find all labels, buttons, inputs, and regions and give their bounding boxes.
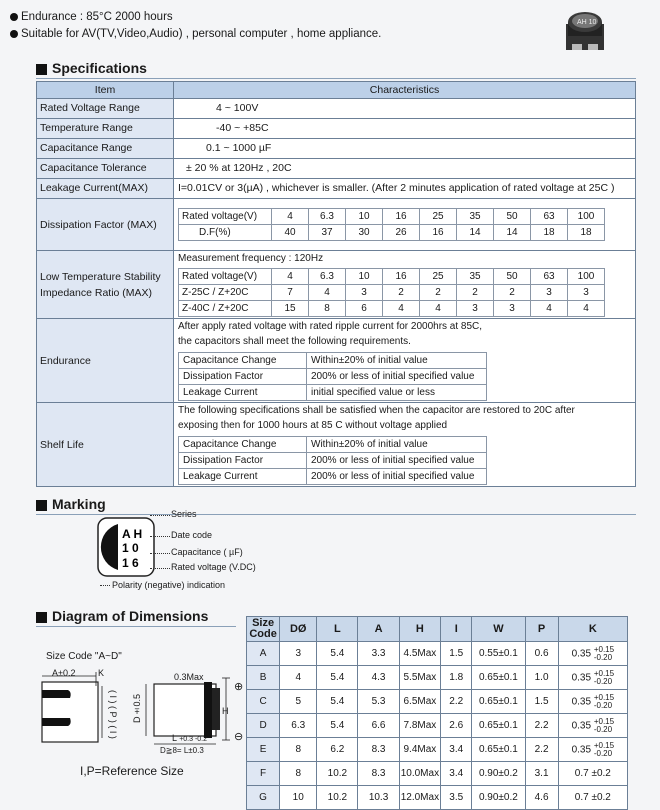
shelf-life-subtable: Capacitance Change Within±20% of initial value Dissipation Factor 200% or less of initial specified value Leakage Current 200% or less of initial specified value bbox=[178, 436, 487, 485]
item-endurance: Endurance bbox=[37, 319, 174, 403]
dissipation-df-row: D.F(%) 40 37 30 26 16 14 14 18 18 bbox=[179, 225, 605, 241]
k-dimension-label: K bbox=[98, 668, 105, 678]
dimensions-title: Diagram of Dimensions bbox=[36, 608, 208, 624]
table-row: E 8 6.2 8.3 9.4Max 3.4 0.65±0.1 2.2 0.35 +0.15 -0.20 bbox=[247, 738, 628, 762]
dimensions-header-row: Size Code DØ L A H I W P K bbox=[247, 617, 628, 642]
i-p-side-label: ( I ) ( P ) ( I ) bbox=[108, 690, 118, 739]
mark-voltage-text: 1 6 bbox=[122, 556, 139, 570]
item-low-temperature: Low Temperature Stability Impedance Ratio (MAX) bbox=[37, 251, 174, 319]
specifications-title: Specifications bbox=[36, 60, 147, 76]
max-dimension-label: 0.3Max bbox=[174, 672, 204, 682]
label-rated-voltage: Rated voltage (V.DC) bbox=[171, 562, 256, 572]
marking-capacitor-diagram bbox=[96, 516, 156, 580]
value-rated-voltage: 4 ~ 100V bbox=[174, 99, 636, 119]
specifications-table: Item Characteristics Rated Voltage Range 4 ~ 100V Temperature Range -40 ~ +85C Capacitance Range 0.1 ~ 1000 µF Capacitance Tolerance ± 20 % at 120Hz , 20C Leakage Current(MAX) I=0.01CV or 3(µA) , whichever is smaller. (After 2 minutes application of rated voltage at 25C ) Dissipation Factor (MAX) Rated voltage(V) 4 6.3 10 16 25 35 50 63 100 D.F(%) 40 37 30 26 16 14 14 18 18 Low Temperature Stability Impedance Ratio (MAX) Measurement frequency : 120Hz Rated voltage(V) 4 6.3 10 16 25 35 50 63 100 Z-25C / Z+20C 7 4 3 2 2 2 2 3 3 Z-40C / Z+20C 15 8 6 4 4 3 3 4 4 Endurance After apply rated voltage with rated ripple current for 2000hrs at 85C, the capacitors shall meet the following requirements. Capacitance Change Within±20% of initial value Dissipation Factor 200% or less of initial specified value Leakage Current initial specified value or less Shelf Life The following specifications shall be satisfied when the capacitor are restored to 20C after exposing then for 1000 hours at 85 C without voltage applied Capacitance Change Within±20% of initial value Dissipation Factor 200% or less of initial specified value Leakage Current 200% or less of initial specified value bbox=[36, 81, 636, 487]
endurance-subtable: Capacitance Change Within±20% of initial value Dissipation Factor 200% or less of initial specified value Leakage Current initial specified value or less bbox=[178, 352, 487, 401]
bullet-icon bbox=[10, 30, 18, 38]
item-capacitance-range: Capacitance Range bbox=[37, 139, 174, 159]
dimensions-table bbox=[246, 616, 628, 810]
label-date-code: Date code bbox=[171, 530, 213, 540]
bullet-endurance bbox=[10, 11, 173, 23]
dissipation-voltage-row: Rated voltage(V) 4 6.3 10 16 25 35 50 63 100 bbox=[179, 209, 605, 225]
table-row: B 4 5.4 4.3 5.5Max 1.8 0.65±0.1 1.0 0.35 +0.15 -0.20 bbox=[247, 666, 628, 690]
measurement-frequency: Measurement frequency : 120Hz bbox=[178, 252, 324, 264]
low-temp-subtable: Rated voltage(V) 4 6.3 10 16 25 35 50 63 100 Z-25C / Z+20C 7 4 3 2 2 2 2 3 3 Z-40C / Z+20C 15 8 6 4 4 3 3 4 4 bbox=[178, 268, 605, 317]
header-item: Item bbox=[37, 82, 174, 99]
bullet-suitable bbox=[10, 28, 381, 40]
leader-line bbox=[150, 536, 170, 537]
diameter-label: D±0.5 bbox=[132, 694, 142, 724]
table-row: A 3 5.4 3.3 4.5Max 1.5 0.55±0.1 0.6 0.35 +0.15 -0.20 bbox=[247, 642, 628, 666]
capacitor-product-image bbox=[562, 6, 608, 52]
bullet-icon bbox=[10, 13, 18, 21]
item-dissipation-factor: Dissipation Factor (MAX) bbox=[37, 199, 174, 251]
dissipation-subtable bbox=[178, 208, 605, 241]
label-polarity: Polarity (negative) indication bbox=[112, 580, 226, 590]
table-row: G 10 10.2 10.3 12.0Max 3.5 0.90±0.2 4.6 0.7 ±0.2 bbox=[247, 786, 628, 810]
section-divider bbox=[36, 626, 236, 627]
marking-title: Marking bbox=[36, 496, 106, 512]
bottom-view-drawing bbox=[34, 668, 138, 752]
item-rated-voltage: Rated Voltage Range bbox=[37, 99, 174, 119]
section-divider bbox=[36, 514, 636, 515]
value-leakage-current: I=0.01CV or 3(µA) , whichever is smaller. (After 2 minutes application of rated voltage at 25C ) bbox=[174, 179, 636, 199]
a-dimension-label: A±0.2 bbox=[52, 668, 76, 678]
mark-cap-text: 1 0 bbox=[122, 541, 139, 555]
value-capacitance-range: 0.1 ~ 1000 µF bbox=[174, 139, 636, 159]
l-dimension-label: L +0.3 -0.2 bbox=[172, 733, 208, 743]
leader-line bbox=[150, 568, 170, 569]
section-square-icon bbox=[36, 64, 47, 75]
value-capacitance-tolerance: ± 20 % at 120Hz , 20C bbox=[174, 159, 636, 179]
item-shelf-life: Shelf Life bbox=[37, 403, 174, 487]
bullet-text: Endurance : 85°C 2000 hours bbox=[21, 11, 173, 23]
plus-terminal-icon: ⊕ bbox=[234, 681, 244, 693]
section-square-icon bbox=[36, 500, 47, 511]
reference-size-note: I,P=Reference Size bbox=[80, 764, 184, 778]
label-series: Series bbox=[171, 509, 197, 519]
item-temperature-range: Temperature Range bbox=[37, 119, 174, 139]
cap-image-label: AH 10 bbox=[577, 19, 597, 26]
item-capacitance-tolerance: Capacitance Tolerance bbox=[37, 159, 174, 179]
section-square-icon bbox=[36, 612, 47, 623]
size-code-label: Size Code "A~D" bbox=[46, 651, 122, 662]
value-temperature-range: -40 ~ +85C bbox=[174, 119, 636, 139]
item-leakage-current: Leakage Current(MAX) bbox=[37, 179, 174, 199]
mark-series-text: A H bbox=[122, 527, 143, 541]
minus-terminal-icon: ⊖ bbox=[234, 731, 244, 743]
table-row: D 6.3 5.4 6.6 7.8Max 2.6 0.65±0.1 2.2 0.35 +0.15 -0.20 bbox=[247, 714, 628, 738]
leader-line bbox=[100, 585, 110, 586]
leader-line bbox=[150, 553, 170, 554]
bullet-text: Suitable for AV(TV,Video,Audio) , personal computer , home appliance. bbox=[21, 28, 382, 40]
label-capacitance: Capacitance ( µF) bbox=[171, 547, 243, 557]
leader-line bbox=[150, 515, 170, 516]
d-relation-label: D≧8= L±0.3 bbox=[160, 746, 204, 755]
h-dimension-label: H bbox=[222, 706, 229, 716]
header-characteristics: Characteristics bbox=[174, 82, 636, 99]
table-row: F 8 10.2 8.3 10.0Max 3.4 0.90±0.2 3.1 0.7 ±0.2 bbox=[247, 762, 628, 786]
section-divider bbox=[36, 78, 636, 79]
table-row: C 5 5.4 5.3 6.5Max 2.2 0.65±0.1 1.5 0.35 +0.15 -0.20 bbox=[247, 690, 628, 714]
